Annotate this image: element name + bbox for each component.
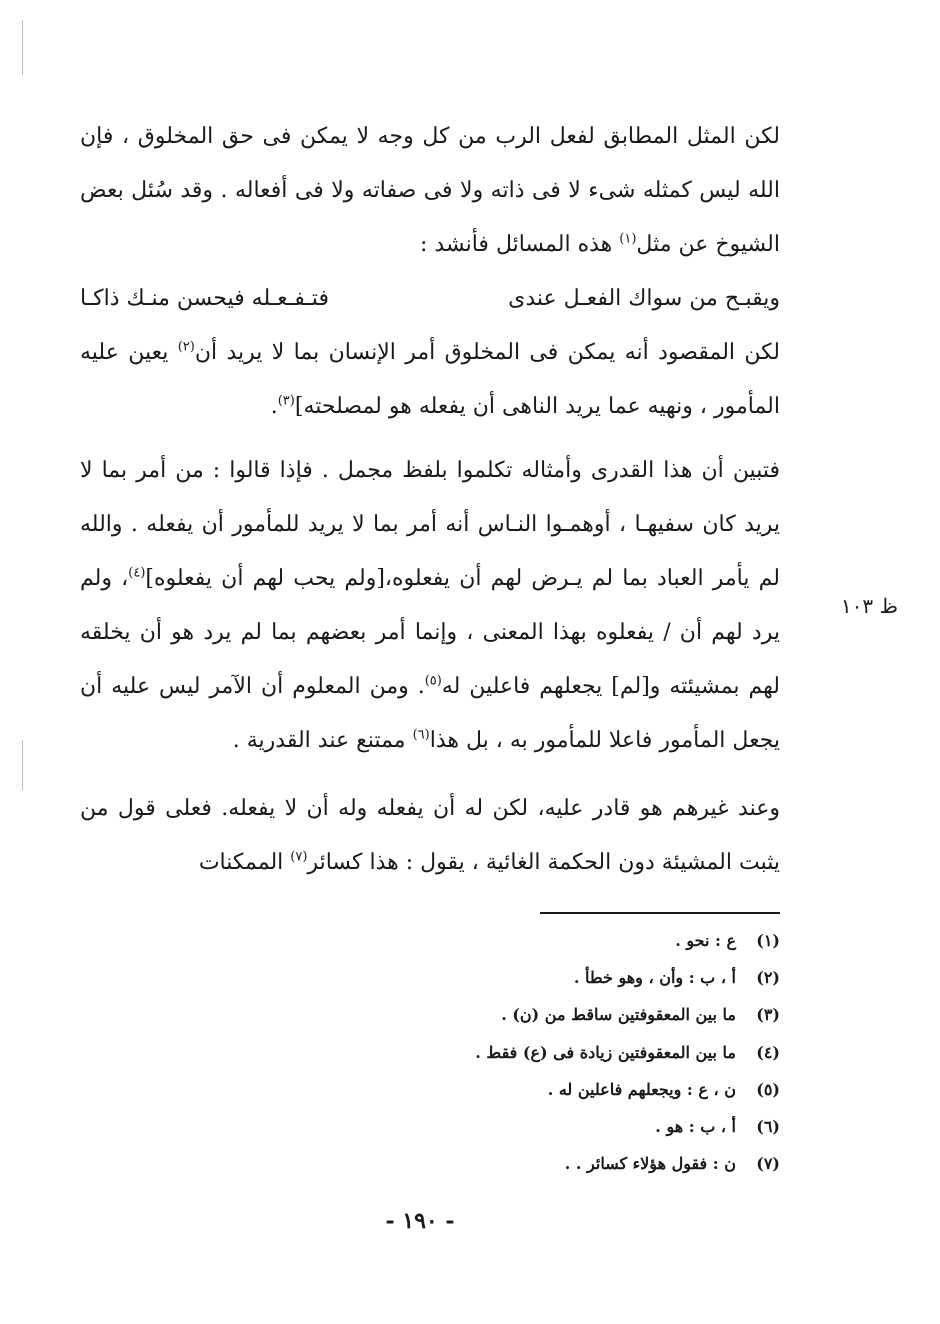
- footnote-ref-7: (٧): [290, 849, 308, 865]
- footnote-ref-6: (٦): [412, 727, 430, 743]
- footnote-text: ن : فقول هؤلاء كسائر . .: [564, 1154, 736, 1174]
- footnote-item: [380, 1034, 780, 1071]
- footnote-item: [380, 959, 780, 996]
- paragraph-3-text-d: ممتنع عند القدرية .: [232, 728, 413, 753]
- paragraph-2-text-c: .: [270, 394, 278, 419]
- paragraph-3-text-b: ، ولم يرد لهم أن / يفعلوه بهذا المعنى ، وإنما أمر بعضهم بما لم يرد هو أن يخلقه لهم بمشيئته و[لم] يجعلهم فاعلين له: [80, 566, 781, 699]
- footnote-number: (١): [756, 931, 780, 950]
- footnote-item: [380, 922, 780, 959]
- paragraph-2: [80, 326, 780, 434]
- verse-second-hemistich: فتـفـعـله فيحسن منـك ذاكـا: [80, 286, 329, 311]
- page-edge-line-top: [22, 20, 23, 75]
- manuscript-folio-marker: ظ ١٠٣: [840, 594, 898, 618]
- footnote-number: (٢): [756, 968, 780, 988]
- footnote-number: (٤): [756, 1042, 780, 1062]
- paragraph-3: [80, 444, 780, 768]
- footnote-ref-1: (١): [619, 231, 637, 247]
- verse-first-hemistich: ويقبـح من سواك الفعـل عندى: [508, 286, 780, 311]
- paragraph-3-text-c: . ومن المعلوم أن الآمر ليس عليه أن يجعل المأمور فاعلا للمأمور به ، بل هذا: [80, 674, 780, 753]
- paragraph-1: [80, 110, 780, 272]
- paragraph-1-end: هذه المسائل فأنشد :: [420, 232, 620, 257]
- footnote-item: [380, 1108, 780, 1145]
- footnote-item: [380, 1071, 780, 1108]
- poetry-verse: [80, 272, 780, 326]
- footnote-number: (٧): [756, 1154, 780, 1174]
- footnote-number: (٦): [756, 1117, 780, 1137]
- footnote-separator: [540, 912, 780, 914]
- paragraph-4-text-a: وعند غيرهم هو قادر عليه، لكن له أن يفعله وله أن لا يفعله. فعلى قول من يثبت المشيئة دون الحكمة الغائية ، يقول : هذا كسائر: [80, 796, 780, 875]
- footnote-ref-3: (٣): [277, 393, 295, 409]
- footnote-text: أ ، ب : هو .: [655, 1117, 736, 1137]
- footnote-ref-2: (٢): [177, 339, 195, 355]
- paragraph-2-text-b: يعين عليه المأمور ، ونهيه عما يريد الناهى أن يفعله هو لمصلحته]: [80, 340, 780, 419]
- paragraph-3-text-a: فتبين أن هذا القدرى وأمثاله تكلموا بلفظ مجمل . فإذا قالوا : من أمر بما لا يريد كان سفيهـا ، أوهمـوا النـاس أنه أمر بما لا يريد للمأمور أن يفعله . والله لم يأمر العباد بما لم يـرض لهم أن يفعلوه،[ولم يحب لهم أن يفعلوه]: [80, 458, 781, 591]
- page-number: - ١٩٠ -: [385, 1208, 455, 1234]
- paragraph-4: [80, 782, 780, 890]
- footnote-number: (٥): [756, 1079, 780, 1099]
- footnote-ref-4: (٤): [128, 565, 146, 581]
- footnote-text: ن ، ع : ويجعلهم فاعلين له .: [547, 1079, 736, 1099]
- footnote-ref-5: (٥): [424, 673, 442, 689]
- footnote-number: (٣): [756, 1005, 780, 1025]
- paragraph-1-text: لكن المثل المطابق لفعل الرب من كل وجه لا يمكن فى حق المخلوق ، فإن الله ليس كمثله شىء لا فى ذاته ولا فى صفاته ولا فى أفعاله . وقد سُئل بعض الشيوخ عن مثل: [80, 124, 780, 257]
- footnote-text: ما بين المعقوفتين زيادة فى (ع) فقط .: [475, 1042, 736, 1062]
- footnote-text: ما بين المعقوفتين ساقط من (ن) .: [501, 1005, 736, 1025]
- page-edge-line-bottom: [22, 740, 23, 790]
- paragraph-4-text-b: الممكنات: [198, 850, 291, 875]
- footnotes-list: [380, 922, 780, 1182]
- footnote-item: [380, 1145, 780, 1182]
- footnote-item: [380, 996, 780, 1033]
- footnote-text: أ ، ب : وأن ، وهو خطأ .: [573, 968, 736, 988]
- footnote-text: ع : نحو .: [675, 931, 736, 950]
- main-text: [80, 110, 780, 890]
- paragraph-2-text-a: لكن المقصود أنه يمكن فى المخلوق أمر الإنسان بما لا يريد أن: [194, 340, 781, 365]
